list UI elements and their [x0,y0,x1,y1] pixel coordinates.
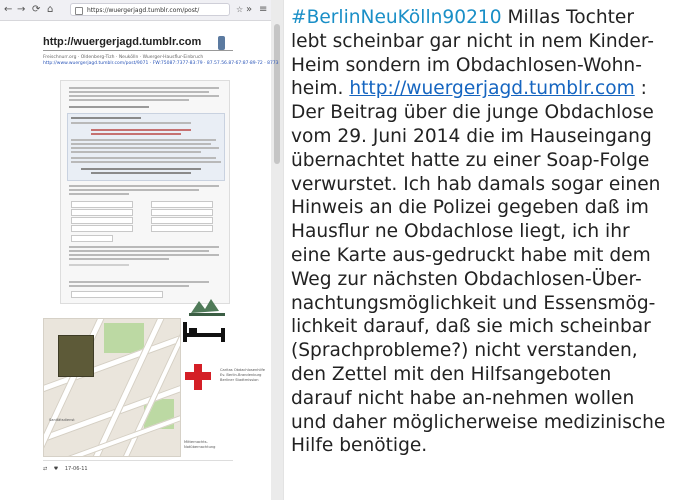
caritas-cross-icon [182,362,214,392]
article-line: und daher möglicherweise medizinische [291,411,666,433]
reload-icon[interactable]: ⟳ [32,4,41,15]
avatar-icon[interactable] [218,36,225,50]
hashtag-link[interactable]: #BerlinNeuKölln90210 [291,7,502,28]
overflow-icon[interactable]: » [246,4,253,15]
article-line: (Sprachprobleme?) nicht verstanden, [291,340,638,362]
url-bar[interactable] [70,3,230,16]
article-line: den Zettel mit den Hilfsangeboten [291,363,612,385]
shelter-caption: Caritas Obdachlosenhilfe Ev. Berlin-Brandenburg Berliner Stadtmission [220,368,265,382]
article-line: lebt scheinbar gar nicht in nem Kinder- [291,30,655,52]
map-caption: Sanitätsdienst [49,418,75,422]
browser-screenshot [0,0,284,500]
post-meta: Freischnurr.org · Oldenberg-Tizh · Neukölln · Wuerger-Hausflur-Einbruch [43,55,204,60]
article-line: eine Karte aus-gedruckt habe mit dem [291,244,651,266]
star-icon[interactable]: ☆ [236,5,244,14]
article-line: verwurstet. Ich hab damals sogar einen [291,173,661,195]
post-title[interactable]: http://wuergerjagd.tumblr.com [43,36,202,48]
article-line: heim. http://wuergerjagd.tumblr.com : [291,78,647,100]
lock-icon [75,7,83,15]
article-line: Hilfe benötige. [291,435,428,457]
url-text: https://wuergerjagd.tumblr.com/post/ [87,7,200,14]
organization-logo-icon [187,295,227,317]
article-line: #BerlinNeuKölln90210 Millas Tochter [291,7,634,28]
blog-link[interactable]: http://wuergerjagd.tumblr.com [349,78,635,100]
heart-icon[interactable]: ♥ [53,466,59,472]
article-line: lichkeit darauf, daß sie mich scheinbar [291,316,651,338]
article-line: Hinweis an die Polizei gegeben daß im [291,197,649,219]
article-line: Heim sondern im Obdachlosen-Wohn- [291,54,642,76]
article-line: Hausflur ne Obdachlose liegt, ich ihr [291,221,630,243]
doorway-photo-image [58,335,94,377]
article-line: Weg zur nächsten Obdachlosen-Über- [291,268,642,290]
menu-icon[interactable]: ≡ [259,4,268,15]
notes-caption: Mitternachts-Notübernachtung [184,440,216,449]
article-line: Der Beitrag über die junge Obdachlose [291,102,654,124]
article-line: vom 29. Juni 2014 die im Hauseingang [291,125,652,147]
bed-icon [181,318,227,344]
home-icon[interactable]: ⌂ [47,4,54,15]
scanned-letter-image [60,80,230,304]
back-icon[interactable]: ← [4,4,13,15]
divider [43,50,233,51]
post-meta-link[interactable]: http://www.wuergerjagd.tumblr.com/post/9071 · FW:75087:7377·83:79 · 87.57.56.87·67:87·89·72 · 8773 [43,61,279,66]
scrollbar[interactable] [271,0,283,500]
article-text [291,6,676,458]
reblog-icon[interactable]: ⇄ [43,466,48,472]
article-line: nachtungsmöglichkeit und Essensmög- [291,292,656,314]
article-line: darauf nicht habe an-nehmen wollen [291,387,635,409]
scrollbar-thumb[interactable] [274,24,280,164]
forward-icon[interactable]: → [17,4,26,15]
article-line: übernachtet hatte zu einer Soap-Folge [291,149,650,171]
browser-toolbar [0,0,283,21]
post-date: 17-06-11 [64,466,88,472]
divider [43,460,233,461]
post-footer [43,466,93,472]
